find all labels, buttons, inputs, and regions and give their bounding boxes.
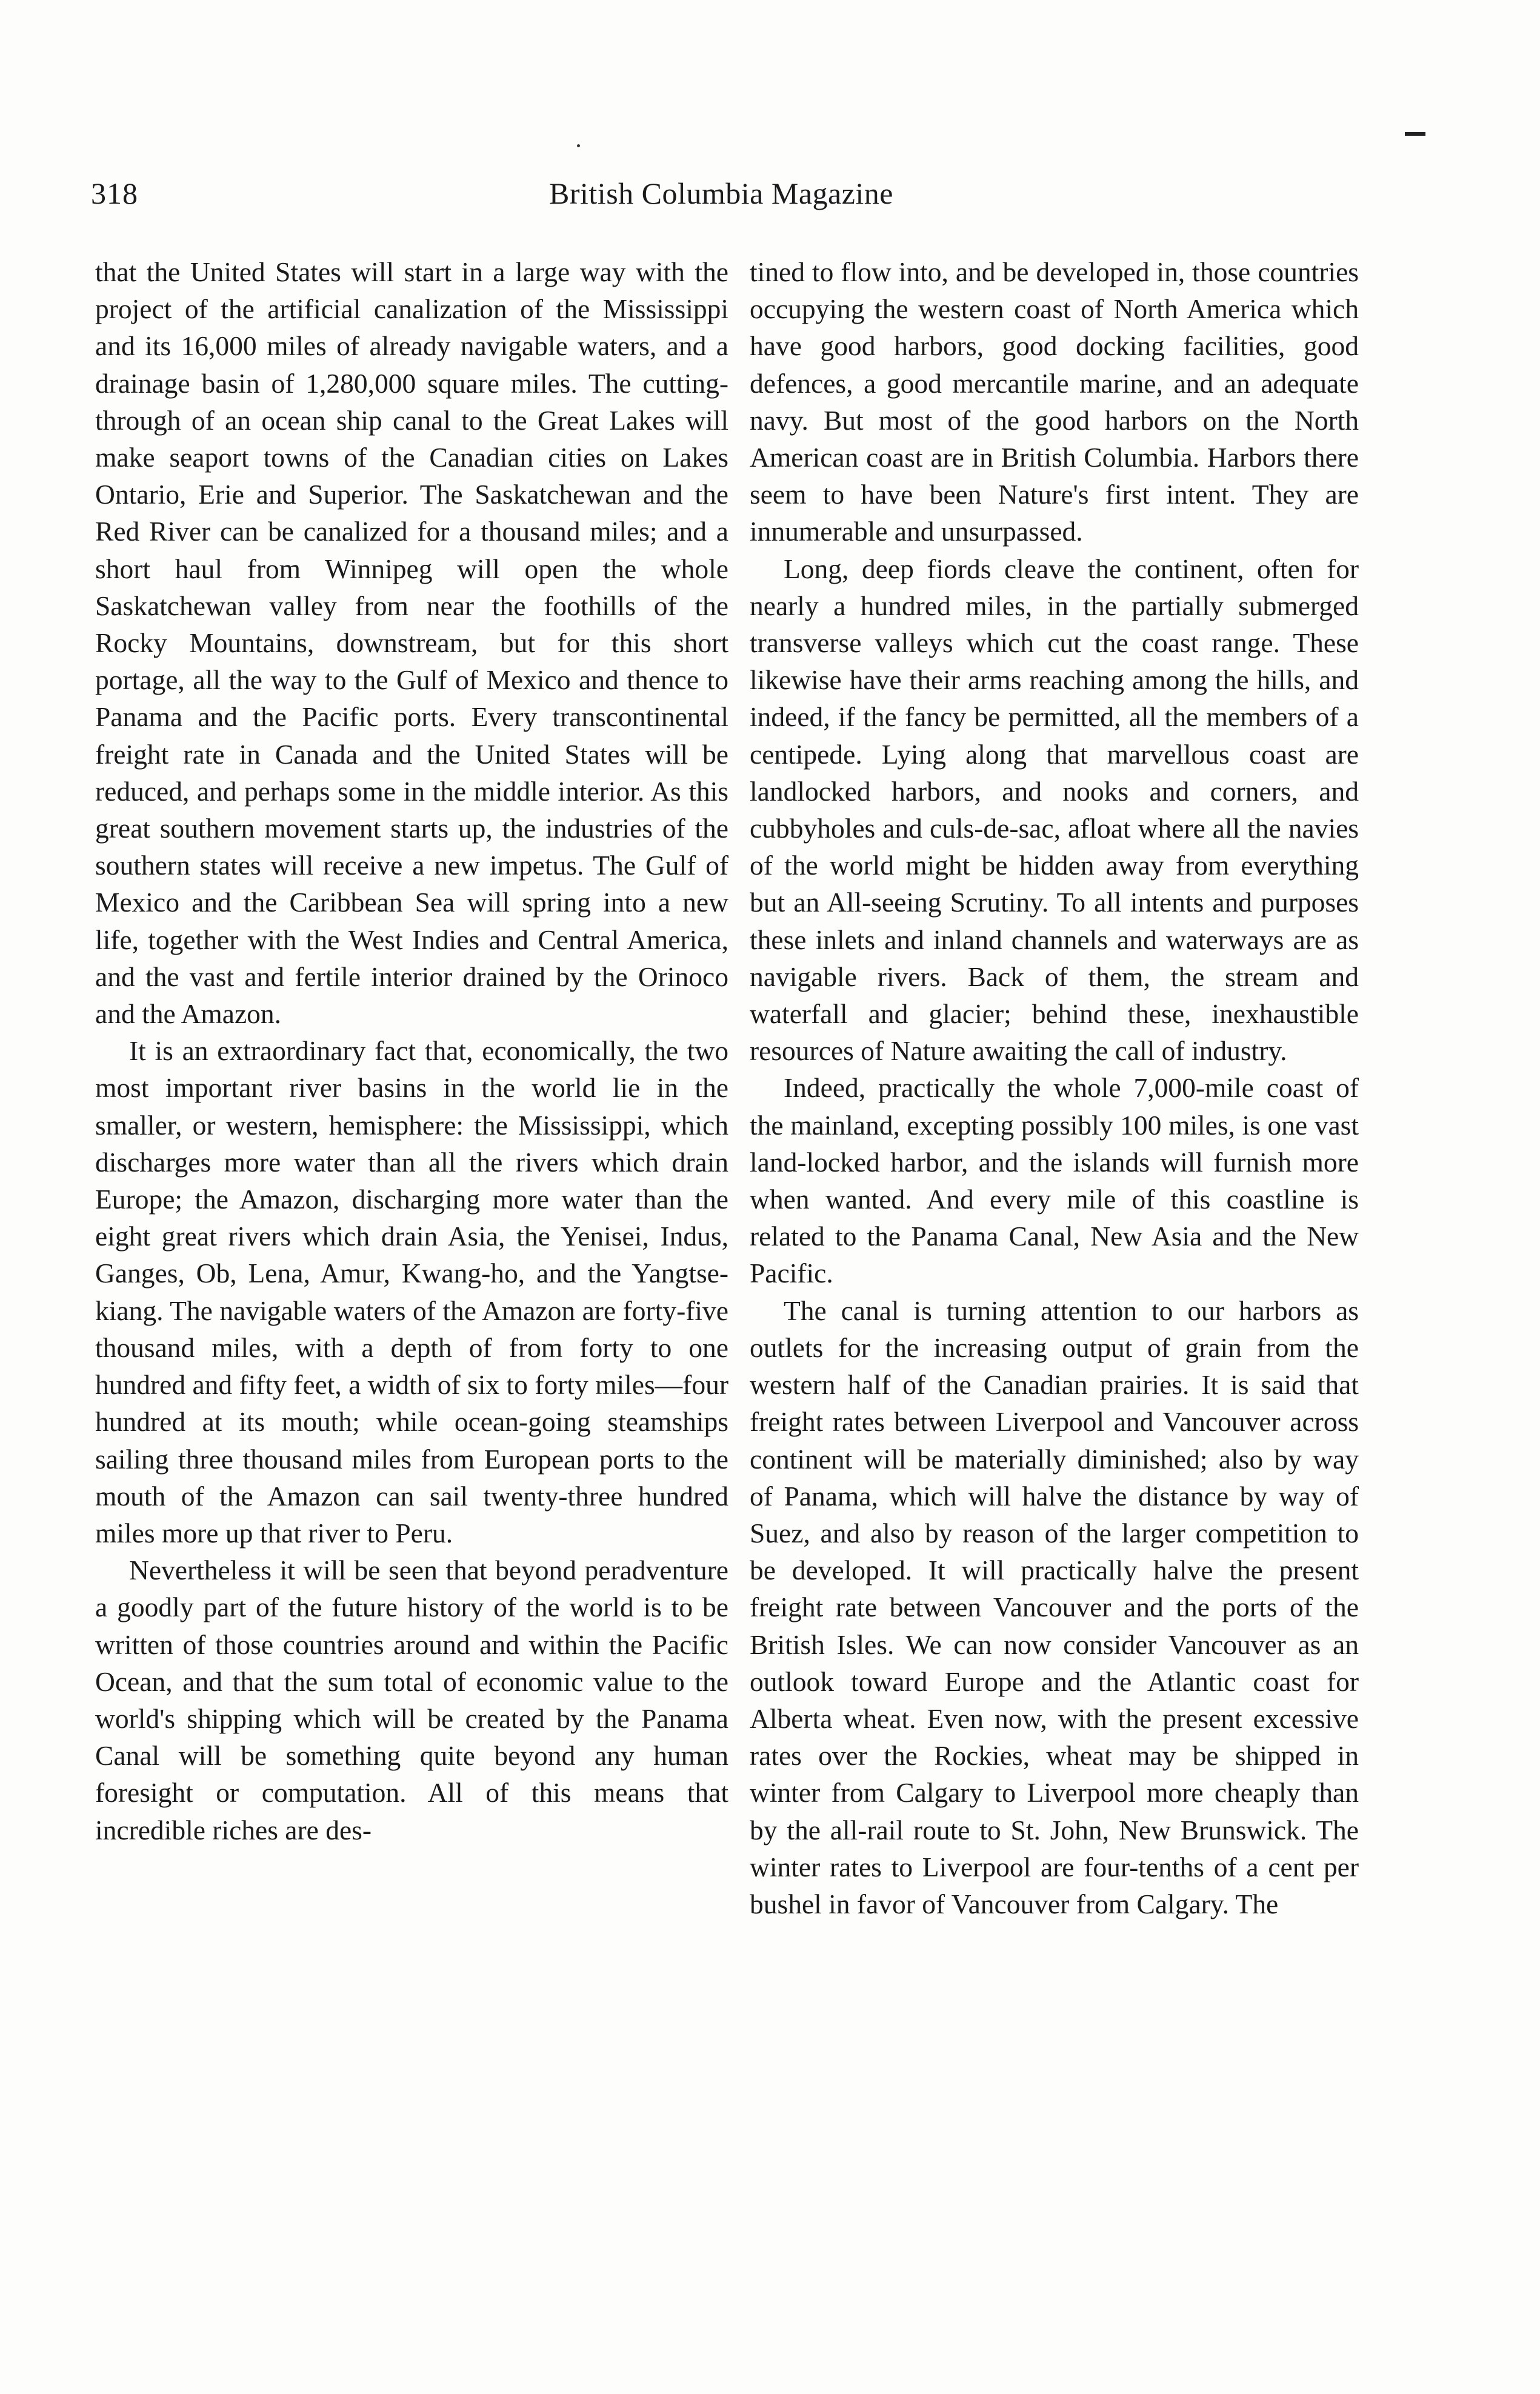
magazine-title: British Columbia Magazine [549, 176, 893, 210]
running-head [91, 176, 1352, 224]
paragraph: tined to flow into, and be developed in, those countries occupying the western coast of North America which have good harbors, good docking facilities, good defences, a good mercantile marine, and an adequate navy. But most of the good harbors on the North American coast are in British Columbia. Harbors there seem to have been Nature's first intent. They are innumerable and unsurpassed. [750, 256, 1359, 547]
paragraph: Nevertheless it will be seen that beyond peradventure a goodly part of the future history of the world is to be written of those countries around and within the Pacific Ocean, and that the sum total of economic value to the world's shipping which will be created by the Panama Canal will be something quite beyond any human foresight or computation. All of this means that incredible riches are des- [95, 1555, 728, 1846]
print-mark [1405, 132, 1425, 136]
left-column [95, 253, 728, 1849]
right-column [750, 253, 1359, 1922]
paragraph: It is an extraordinary fact that, economically, the two most important river basins in the world lie in the smaller, or western, hemisphere: the Mississippi, which discharges more water than all the rivers which drain Europe; the Amazon, discharging more water than the eight great rivers which drain Asia, the Yenisei, Indus, Ganges, Ob, Lena, Amur, Kwang-ho, and the Yangtse-kiang. The navigable waters of the Amazon are forty-five thousand miles, with a depth of from forty to one hundred and fifty feet, a width of six to forty miles—four hundred at its mouth; while ocean-going steamships sailing three thousand miles from European ports to the mouth of the Amazon can sail twenty-three hundred miles more up that river to Peru. [95, 1035, 728, 1549]
print-speck [577, 144, 580, 147]
paragraph: that the United States will start in a large way with the project of the artificial canalization of the Mississippi and its 16,000 miles of already navigable waters, and a drainage basin of 1,280,000 square miles. The cutting-through of an ocean ship canal to the Great Lakes will make seaport towns of the Canadian cities on Lakes Ontario, Erie and Superior. The Saskatchewan and the Red River can be canalized for a thousand miles; and a short haul from Winnipeg will open the whole Saskatchewan valley from near the foothills of the Rocky Mountains, downstream, but for this short portage, all the way to the Gulf of Mexico and thence to Panama and the Pacific ports. Every transcontinental freight rate in Canada and the United States will be reduced, and perhaps some in the middle interior. As this great southern movement starts up, the industries of the southern states will receive a new impetus. The Gulf of Mexico and the Caribbean Sea will spring into a new life, together with the West Indies and Central America, and the vast and fertile interior drained by the Orinoco and the Amazon. [95, 256, 728, 1030]
paragraph: Indeed, practically the whole 7,000-mile coast of the mainland, excepting possibly 100 miles, is one vast land-locked harbor, and the islands will furnish more when wanted. And every mile of this coastline is related to the Panama Canal, New Asia and the New Pacific. [750, 1072, 1359, 1289]
paragraph: Long, deep fiords cleave the continent, often for nearly a hundred miles, in the partially submerged transverse valleys which cut the coast range. These likewise have their arms reaching among the hills, and indeed, if the fancy be permitted, all the members of a centipede. Lying along that marvellous coast are landlocked harbors, and nooks and corners, and cubbyholes and culs-de-sac, afloat where all the navies of the world might be hidden away from everything but an All-seeing Scrutiny. To all intents and purposes these inlets and inland channels and waterways are as navigable rivers. Back of them, the stream and waterfall and glacier; behind these, inexhaustible resources of Nature awaiting the call of industry. [750, 553, 1359, 1067]
page-number: 318 [91, 176, 138, 210]
paragraph: The canal is turning attention to our harbors as outlets for the increasing output of grain from the western half of the Canadian prairies. It is said that freight rates between Liverpool and Vancouver across continent will be materially diminished; also by way of Panama, which will halve the distance by way of Suez, and also by reason of the larger competition to be developed. It will practically halve the present freight rate between Vancouver and the ports of the British Isles. We can now consider Vancouver as an outlook toward Europe and the Atlantic coast for Alberta wheat. Even now, with the present excessive rates over the Rockies, wheat may be shipped in winter from Calgary to Liverpool more cheaply than by the all-rail route to St. John, New Brunswick. The winter rates to Liverpool are four-tenths of a cent per bushel in favor of Vancouver from Calgary. The [750, 1295, 1359, 1919]
